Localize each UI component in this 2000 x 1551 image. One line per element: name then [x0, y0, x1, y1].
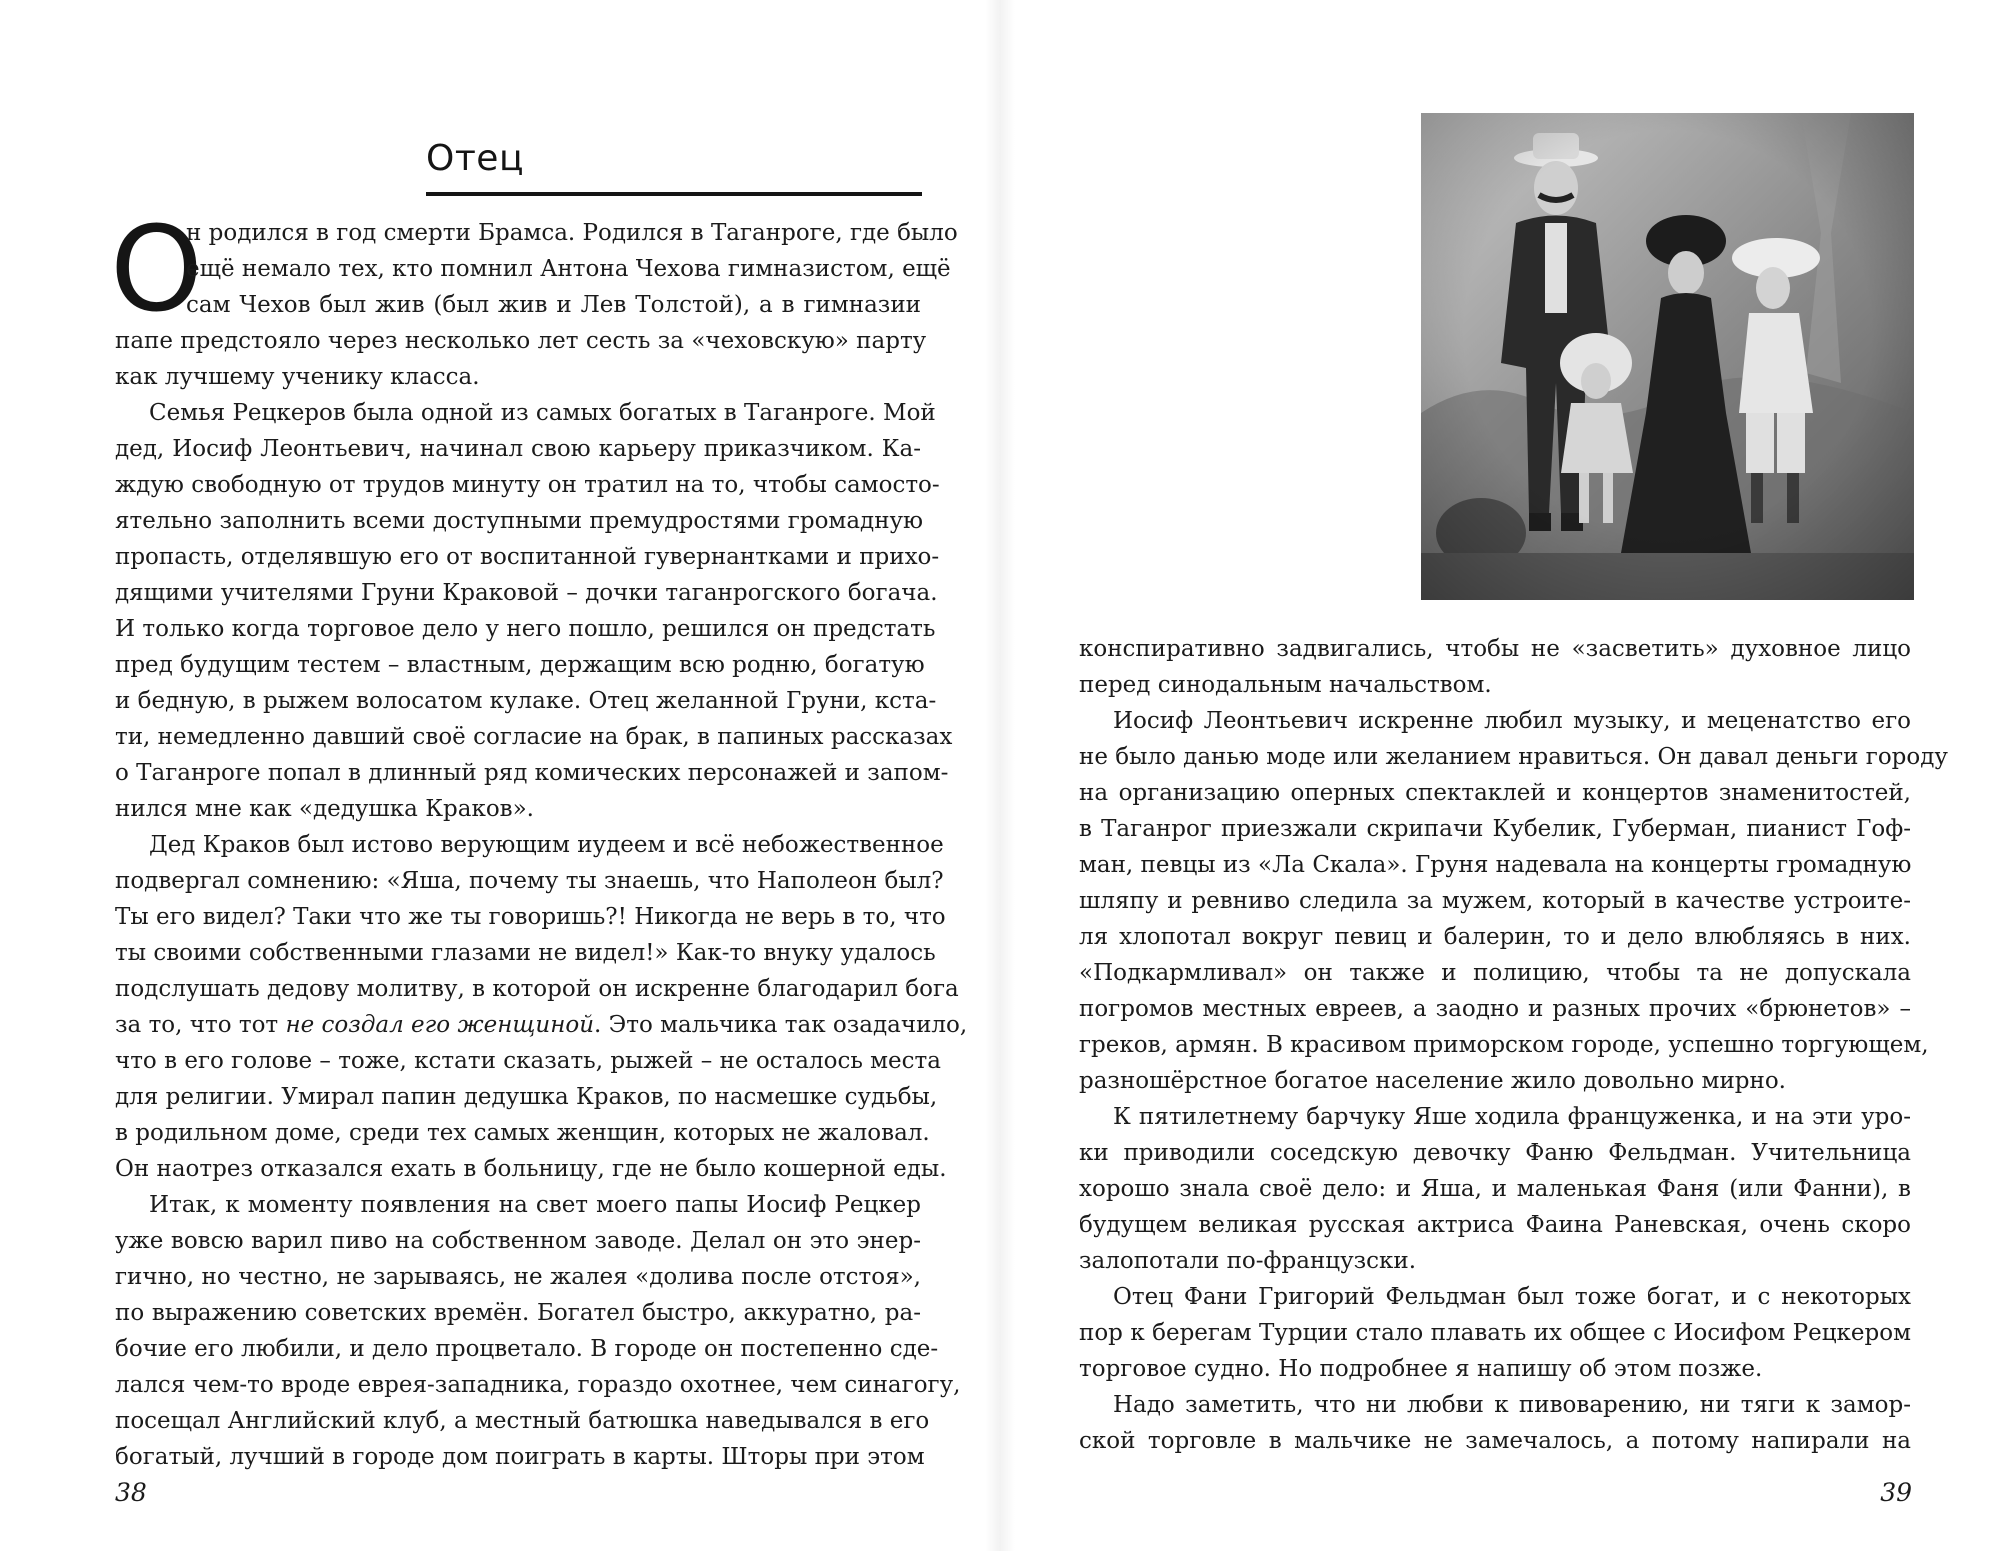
text-line: Семья Рецкеров была одной из самых богатых в Таганроге. Мой	[149, 400, 936, 426]
text-line: подслушать дедову молитву, в которой он искренне благодарил бога	[115, 976, 959, 1002]
text-line: хорошо знала своё дело: и Яша, и маленькая Фаня (или Фанни), в	[1079, 1176, 1911, 1202]
text-line: уже вовсю варил пиво на собственном заводе. Делал он это энер-	[115, 1228, 921, 1254]
text-line: «Подкармливал» он также и полицию, чтобы та не допускала	[1079, 960, 1911, 986]
text-line: греков, армян. В красивом приморском городе, успешно торгующем,	[1079, 1032, 1929, 1058]
text-line: папе предстояло через несколько лет сесть за «чеховскую» парту	[115, 328, 927, 354]
text-line: Надо заметить, что ни любви к пивоварению, ни тяги к замор-	[1113, 1392, 1911, 1418]
text-line: и бедную, в рыжем волосатом кулаке. Отец желанной Груни, кста-	[115, 688, 937, 714]
text-line: о Таганроге попал в длинный ряд комических персонажей и запом-	[115, 760, 949, 786]
text-line: пропасть, отделявшую его от воспитанной гувернантками и прихо-	[115, 544, 940, 570]
text-line: пред будущим тестем – властным, держащим всю родню, богатую	[115, 652, 925, 678]
chapter-title: Отец	[426, 138, 524, 179]
text-line: И только когда торговое дело у него пошло, решился он предстать	[115, 616, 936, 642]
text-line: ещё немало тех, кто помнил Антона Чехова гимназистом, ещё	[186, 256, 951, 282]
text-line: перед синодальным начальством.	[1079, 672, 1492, 698]
italic-phrase: не создал его женщиной	[285, 1012, 595, 1038]
text-line: сам Чехов был жив (был жив и Лев Толстой), а в гимназии	[186, 292, 921, 318]
text-line: ти, немедленно давший своё согласие на брак, в папиных рассказах	[115, 724, 953, 750]
text-line: ятельно заполнить всеми доступными премудростями громадную	[115, 508, 924, 534]
text-segment: за то, что тот	[115, 1012, 286, 1038]
family-photo-image	[1421, 113, 1914, 600]
text-line: Итак, к моменту появления на свет моего папы Иосиф Рецкер	[149, 1192, 921, 1218]
text-line: в родильном доме, среди тех самых женщин, которых не жаловал.	[115, 1120, 930, 1146]
text-line: дед, Иосиф Леонтьевич, начинал свою карьеру приказчиком. Ка-	[115, 436, 921, 462]
text-line: лался чем-то вроде еврея-западника, гораздо охотнее, чем синагогу,	[115, 1372, 961, 1398]
text-line: Иосиф Леонтьевич искренне любил музыку, и меценатство его	[1113, 708, 1911, 734]
text-line: как лучшему ученику класса.	[115, 364, 480, 390]
text-line: Он наотрез отказался ехать в больницу, где не было кошерной еды.	[115, 1156, 947, 1182]
title-rule	[426, 192, 922, 196]
text-line: торговое судно. Но подробнее я напишу об этом позже.	[1079, 1356, 1763, 1382]
right-page	[1000, 0, 2000, 1551]
text-line: пор к берегам Турции стало плавать их общее с Иосифом Рецкером	[1079, 1320, 1911, 1346]
text-line: шляпу и ревниво следила за мужем, который в качестве устроите-	[1079, 888, 1911, 914]
text-line-mixed	[115, 1010, 968, 1040]
text-line: погромов местных евреев, а заодно и разных прочих «брюнетов» –	[1079, 996, 1911, 1022]
text-line: ской торговле в мальчике не замечалось, а потому напирали на	[1079, 1428, 1911, 1454]
text-line: залопотали по-французски.	[1079, 1248, 1417, 1274]
text-line: Отец Фани Григорий Фельдман был тоже богат, и с некоторых	[1113, 1284, 1911, 1310]
drop-cap: О	[110, 200, 203, 338]
text-line: подвергал сомнению: «Яша, почему ты знаешь, что Наполеон был?	[115, 868, 944, 894]
text-line: ман, певцы из «Ла Скала». Груня надевала на концерты громадную	[1079, 852, 1912, 878]
text-line: бочие его любили, и дело процветало. В городе он постепенно сде-	[115, 1336, 939, 1362]
text-line: нился мне как «дедушка Краков».	[115, 796, 534, 822]
text-line: конспиративно задвигались, чтобы не «засветить» духовное лицо	[1079, 636, 1911, 662]
text-line: посещал Английский клуб, а местный батюшка наведывался в его	[115, 1408, 930, 1434]
text-line: К пятилетнему барчуку Яше ходила француженка, и на эти уро-	[1113, 1104, 1911, 1130]
text-line: для религии. Умирал папин дедушка Краков, по насмешке судьбы,	[115, 1084, 938, 1110]
family-photo	[1421, 113, 1914, 600]
text-line: Ты его видел? Таки что же ты говоришь?! Никогда не верь в то, что	[115, 904, 946, 930]
text-line: будущем великая русская актриса Фаина Раневская, очень скоро	[1079, 1212, 1911, 1238]
text-line: ты своими собственными глазами не видел!» Как-то внуку удалось	[115, 940, 936, 966]
text-line: н родился в год смерти Брамса. Родился в Таганроге, где было	[186, 220, 958, 246]
text-line: ля хлопотал вокруг певиц и балерин, то и дело влюбляясь в них.	[1079, 924, 1911, 950]
text-segment: . Это мальчика так озадачило,	[594, 1012, 968, 1038]
text-line: в Таганрог приезжали скрипачи Кубелик, Губерман, пианист Гоф-	[1079, 816, 1911, 842]
text-line: Дед Краков был истово верующим иудеем и всё небожественное	[149, 832, 944, 858]
text-line: что в его голове – тоже, кстати сказать, рыжей – не осталось места	[115, 1048, 941, 1074]
page-number: 39	[1880, 1478, 1912, 1507]
text-line: на организацию оперных спектаклей и концертов знаменитостей,	[1079, 780, 1911, 806]
text-line: дящими учителями Груни Краковой – дочки таганрогского богача.	[115, 580, 938, 606]
text-line: разношёрстное богатое население жило довольно мирно.	[1079, 1068, 1786, 1094]
text-line: ждую свободную от трудов минуту он тратил на то, чтобы самосто-	[115, 472, 940, 498]
page-number: 38	[115, 1478, 147, 1507]
text-line: ки приводили соседскую девочку Фаню Фельдман. Учительница	[1079, 1140, 1911, 1166]
text-line: богатый, лучший в городе дом поиграть в карты. Шторы при этом	[115, 1444, 925, 1470]
text-line: по выражению советских времён. Богател быстро, аккуратно, ра-	[115, 1300, 921, 1326]
text-line: гично, но честно, не зарываясь, не жалея «долива после отстоя»,	[115, 1264, 921, 1290]
text-line: не было данью моде или желанием нравиться. Он давал деньги городу	[1079, 744, 1948, 770]
